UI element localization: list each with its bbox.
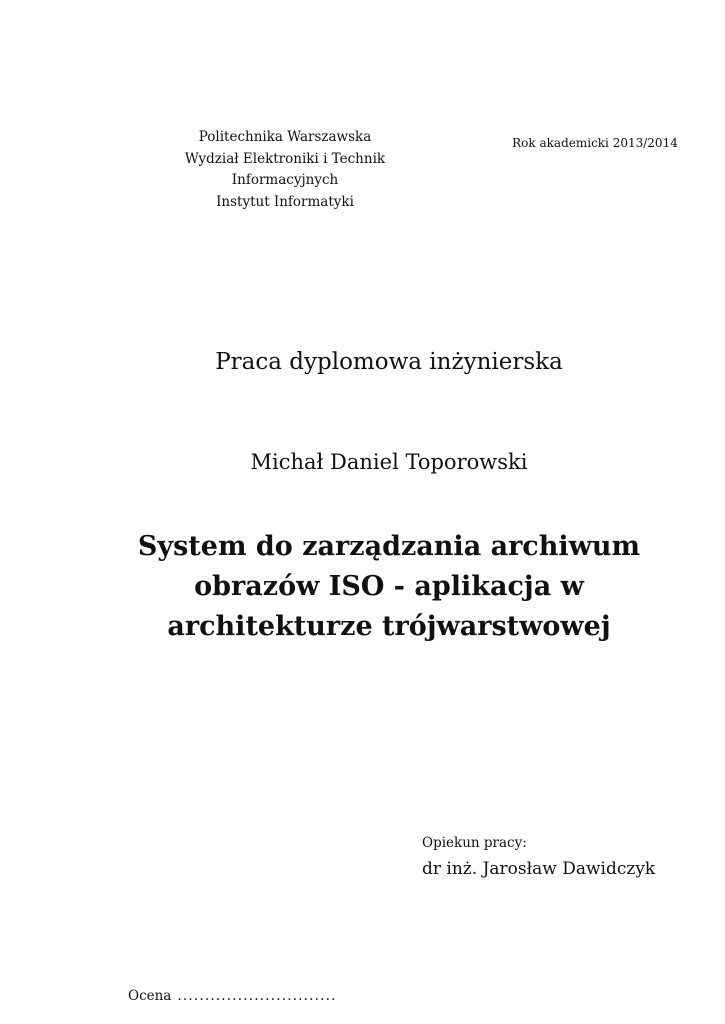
- institution-block: [160, 127, 410, 213]
- author-name: Michał Daniel Toporowski: [250, 450, 528, 474]
- institute-name: Instytut Informatyki: [216, 193, 354, 210]
- thesis-title-line-2: obrazów ISO - aplikacja w: [194, 571, 584, 602]
- thesis-title-line-3: architekturze trójwarstwowej: [167, 611, 611, 642]
- thesis-title-line-1: System do zarządzania archiwum: [137, 531, 641, 562]
- supervisor-label: Opiekun pracy:: [422, 835, 527, 851]
- thesis-title: [0, 527, 725, 647]
- grade-label: Ocena: [128, 988, 172, 1004]
- faculty-name-line-2: Informacyjnych: [231, 172, 339, 188]
- thesis-type: Praca dyplomowa inżynierska: [215, 349, 563, 375]
- supervisor-block: [422, 834, 712, 880]
- grade-dots: .............................: [177, 988, 337, 1004]
- supervisor-name: dr inż. Jarosław Dawidczyk: [422, 859, 656, 879]
- grade-line: [128, 986, 337, 1006]
- faculty-name-line-1: Wydział Elektroniki i Technik: [184, 150, 386, 167]
- academic-year: Rok akademicki 2013/2014: [512, 136, 678, 150]
- university-name: Politechnika Warszawska: [198, 129, 372, 145]
